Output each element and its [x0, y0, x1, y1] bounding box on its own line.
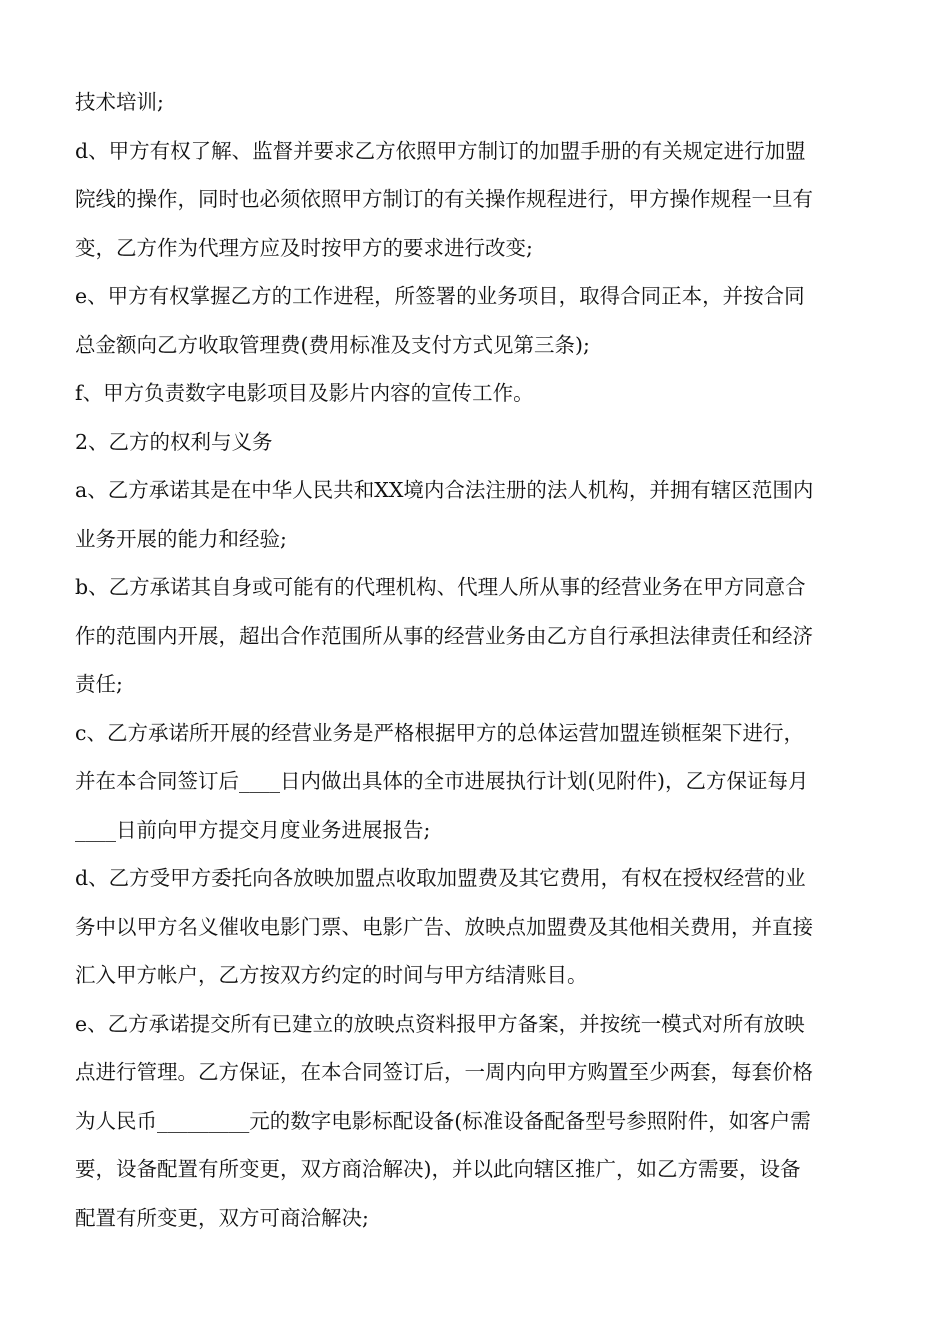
text-line: e、甲方有权掌握乙方的工作进程，所签署的业务项目，取得合同正本，并按合同 — [75, 284, 805, 308]
text-line: 并在本合同签订后____日内做出具体的全市进展执行计划(见附件)，乙方保证每月 — [75, 769, 809, 793]
text-line: 务中以甲方名义催收电影门票、电影广告、放映点加盟费及其他相关费用，并直接 — [75, 914, 813, 939]
text-line: 点进行管理。乙方保证，在本合同签订后，一周内向甲方购置至少两套，每套价格 — [75, 1060, 813, 1084]
text-line: e、乙方承诺提交所有已建立的放映点资料报甲方备案，并按统一模式对所有放映 — [75, 1011, 805, 1036]
text-line: f、甲方负责数字电影项目及影片内容的宣传工作。 — [75, 381, 534, 405]
text-line: 为人民币_________元的数字电影标配设备(标准设备配备型号参照附件，如客户需 — [75, 1108, 811, 1133]
text-line: d、甲方有权了解、监督并要求乙方依照甲方制订的加盟手册的有关规定进行加盟 — [75, 138, 806, 163]
text-line: 配置有所变更，双方可商洽解决; — [75, 1205, 369, 1230]
text-line: 技术培训; — [75, 90, 164, 114]
text-line: b、乙方承诺其自身或可能有的代理机构、代理人所从事的经营业务在甲方同意合 — [75, 575, 806, 599]
text-line: 业务开展的能力和经验; — [75, 526, 287, 551]
text-line: 汇入甲方帐户，乙方按双方约定的时间与甲方结清账目。 — [75, 963, 588, 987]
text-line: 总金额向乙方收取管理费(费用标准及支付方式见第三条); — [75, 332, 590, 357]
section-heading: 2、乙方的权利与义务 — [75, 429, 273, 454]
document-body — [75, 78, 883, 1242]
text-line: d、乙方受甲方委托向各放映加盟点收取加盟费及其它费用，有权在授权经营的业 — [75, 866, 806, 890]
text-line: c、乙方承诺所开展的经营业务是严格根据甲方的总体运营加盟连锁框架下进行， — [75, 720, 804, 745]
text-line: 责任; — [75, 672, 123, 696]
text-line: 院线的操作，同时也必须依照甲方制订的有关操作规程进行，甲方操作规程一旦有 — [75, 187, 813, 211]
text-line: ____日前向甲方提交月度业务进展报告; — [75, 817, 431, 842]
text-line: 作的范围内开展，超出合作范围所从事的经营业务由乙方自行承担法律责任和经济 — [75, 623, 813, 648]
text-line: a、乙方承诺其是在中华人民共和XX境内合法注册的法人机构，并拥有辖区范围内 — [75, 478, 814, 502]
text-line: 变，乙方作为代理方应及时按甲方的要求进行改变; — [75, 235, 533, 260]
text-line: 要，设备配置有所变更，双方商洽解决)，并以此向辖区推广，如乙方需要，设备 — [75, 1157, 801, 1181]
